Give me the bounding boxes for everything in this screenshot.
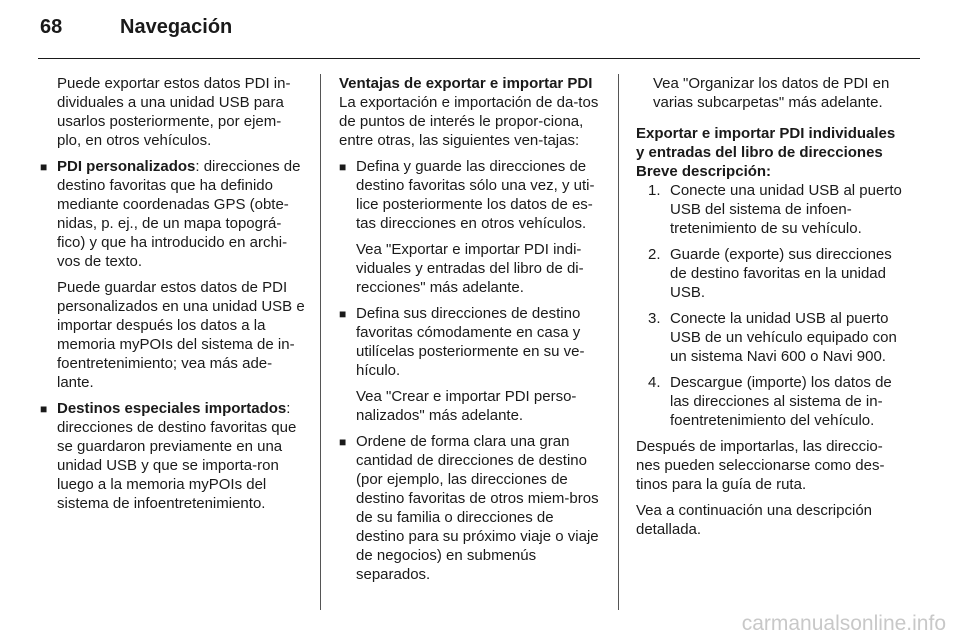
section-heading: Ventajas de exportar e importar PDI (339, 75, 593, 92)
page-title: Navegación (120, 16, 233, 38)
step-number: 1. (648, 182, 661, 199)
section-heading: Exportar e importar PDI individuales y entradas del libro de direcciones (636, 125, 896, 161)
page-number: 68 (40, 16, 63, 38)
list-item (40, 157, 305, 392)
list-item-note: Vea "Crear e importar PDI perso-nalizados" más adelante. (356, 388, 577, 424)
step-text: Guarde (exporte) sus direcciones de destino favoritas en la unidad USB. (670, 246, 892, 301)
column-divider (320, 74, 321, 610)
paragraph: Vea "Organizar los datos de PDI en varias subcarpetas" más adelante. (653, 75, 890, 111)
bullet-icon: ■ (339, 307, 347, 321)
numbered-step (648, 181, 902, 238)
step-number: 4. (648, 374, 661, 391)
intro-paragraph: Puede exportar estos datos PDI in-dividuales a una unidad USB para usarlos posteriormente, por ejem-plo, en otros vehículos. (57, 75, 291, 149)
page-header (38, 14, 920, 59)
column-divider (618, 74, 619, 610)
paragraph: Puede guardar estos datos de PDI personalizados en una unidad USB e importar después los datos a la memoria myPOIs del sistema de in-foentretenimiento; vea más ade-lante. (57, 279, 305, 391)
column-middle (339, 74, 604, 584)
step-number: 2. (648, 246, 661, 263)
list-item-text: Defina sus direcciones de destino favoritas cómodamente en casa y utilícelas posteriormente en su ve-hículo. (356, 305, 585, 379)
list-item-note: Vea "Exportar e importar PDI indi-viduales y entradas del libro de di-recciones" más adelante. (356, 241, 584, 296)
list-item-text: Ordene de forma clara una gran cantidad de direcciones de destino (por ejemplo, las direcciones de destino favoritas de otros miem-bros de su familia o direcciones de destino para su próximo viaje o viaje de negocios) en submenús separados. (356, 433, 599, 583)
term-description: : direcciones de destino favoritas que ha definido mediante coordenadas GPS (obte-nidas, p. ej., de un mapa topográ-fico) y que ha introducido en archi-vos de texto. (57, 158, 301, 270)
numbered-step (648, 309, 902, 366)
list-item (40, 399, 305, 513)
step-text: Conecte una unidad USB al puerto USB del sistema de infoen-tretenimiento de su vehículo. (670, 182, 902, 237)
paragraph: La exportación e importación de da-tos de puntos de interés le propor-ciona, entre otras, las siguientes ven-tajas: (339, 94, 599, 149)
numbered-step (648, 373, 902, 430)
list-item (339, 432, 604, 584)
list-item-text (57, 399, 305, 513)
paragraph: Después de importarlas, las direccio-nes pueden seleccionarse como des-tinos para la guía de ruta. (636, 438, 885, 493)
list-item (339, 304, 604, 425)
term: Destinos especiales importados (57, 400, 287, 417)
step-number: 3. (648, 310, 661, 327)
step-text: Descargue (importe) los datos de las direcciones al sistema de in-foentretenimiento del vehículo. (670, 374, 892, 429)
bullet-icon: ■ (339, 160, 347, 174)
step-text: Conecte la unidad USB al puerto USB de un vehículo equipado con un sistema Navi 600 o Navi 900. (670, 310, 897, 365)
term-description: : direcciones de destino favoritas que se guardaron previamente en una unidad USB y que se importa-ron luego a la memoria myPOIs del sistema de infoentretenimiento. (57, 400, 297, 512)
watermark: carmanualsonline.info (741, 612, 946, 635)
term: PDI personalizados (57, 158, 196, 175)
subheading: Breve descripción: (636, 163, 772, 180)
paragraph: Vea a continuación una descripción detallada. (636, 502, 873, 538)
bullet-icon: ■ (40, 160, 48, 174)
bullet-icon: ■ (40, 402, 48, 416)
column-right (636, 74, 902, 539)
list-item-text (57, 157, 305, 271)
list-item (339, 157, 604, 297)
list-item-text: Defina y guarde las direcciones de destino favoritas sólo una vez, y uti-lice posteriormente los datos de es-tas direcciones en otros vehículos. (356, 158, 595, 232)
numbered-step (648, 245, 902, 302)
column-left (40, 74, 305, 513)
bullet-icon: ■ (339, 435, 347, 449)
